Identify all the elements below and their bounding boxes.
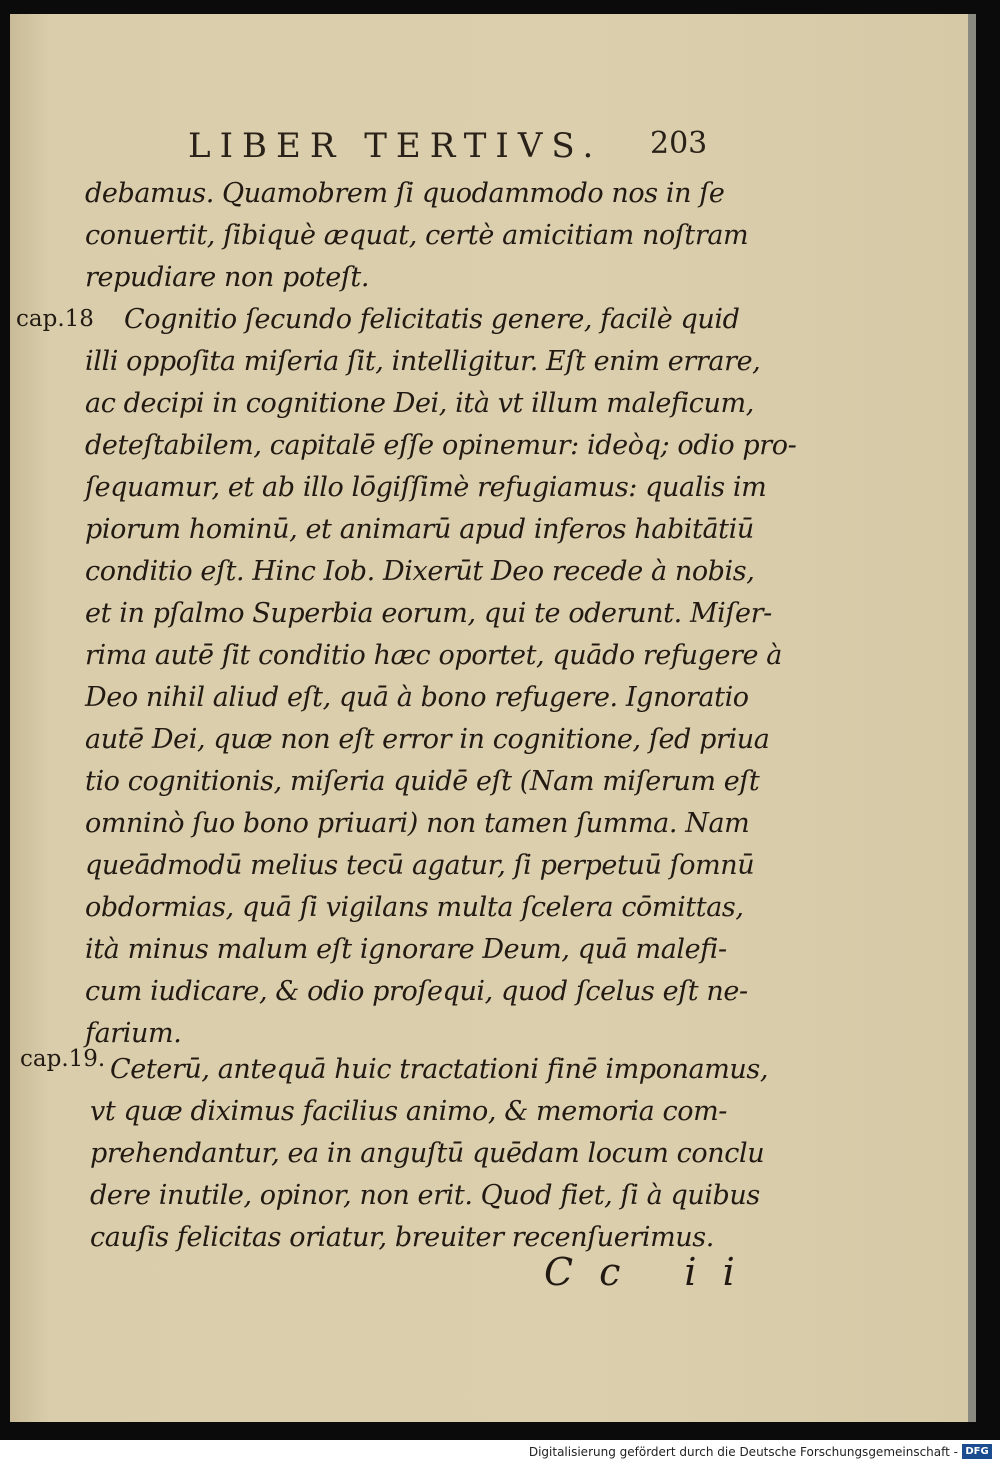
- text-line: cum iudicare, & odio proſequi, quod ſcelus eſt ne-: [85, 976, 748, 1007]
- page-number: 203: [650, 126, 708, 161]
- text-line: dere inutile, opinor, non erit. Quod fiet, ſi à quibus: [90, 1180, 760, 1211]
- text-line: ac decipi in cognitione Dei, ità vt illum maleficum,: [85, 388, 754, 419]
- text-line: ſequamur, et ab illo lōgiſſimè refugiamus: qualis im: [85, 472, 767, 503]
- text-line: obdormias, quā ſi vigilans multa ſcelera cōmittas,: [85, 892, 744, 923]
- dfg-logo: DFG: [962, 1444, 992, 1459]
- funding-credit: Digitalisierung gefördert durch die Deutsche Forschungsgemeinschaft -: [528, 1445, 958, 1459]
- text-line: farium.: [85, 1018, 182, 1049]
- text-line: queādmodū melius tecū agatur, ſi perpetuū ſomnū: [85, 850, 755, 881]
- text-line: autē Dei, quæ non eſt error in cognitione, ſed priua: [85, 724, 770, 755]
- text-line: ità minus malum eſt ignorare Deum, quā malefi-: [85, 934, 727, 965]
- text-line: Cognitio ſecundo felicitatis genere, facilè quid: [124, 304, 740, 335]
- text-line: et in pſalmo Superbia eorum, qui te oderunt. Miſer-: [85, 598, 772, 629]
- text-line: Ceterū, antequā huic tractationi finē imponamus,: [110, 1054, 769, 1085]
- text-line: cauſis felicitas oriatur, breuiter recenſuerimus.: [90, 1222, 714, 1253]
- text-line: illi oppoſita miſeria ſit, intelligitur. Eſt enim errare,: [85, 346, 761, 377]
- text-line: deteſtabilem, capitalē eſſe opinemur: ideòq; odio pro-: [85, 430, 797, 461]
- text-line: debamus. Quamobrem ſi quodammodo nos in ſe: [85, 178, 725, 209]
- margin-note-cap-18: cap.18: [16, 306, 94, 332]
- text-line: prehendantur, ea in anguſtū quēdam locum conclu: [90, 1138, 765, 1169]
- signature-mark: Cc ii: [544, 1250, 761, 1294]
- page-edge: [968, 14, 976, 1422]
- text-line: vt quæ diximus facilius animo, & memoria com-: [90, 1096, 728, 1127]
- text-line: omninò ſuo bono priuari) non tamen ſumma. Nam: [85, 808, 750, 839]
- text-line: piorum hominū, et animarū apud inferos habitātiū: [85, 514, 754, 545]
- text-line: tio cognitionis, miſeria quidē eſt (Nam miſerum eſt: [85, 766, 760, 797]
- running-head: LIBER TERTIVS.: [188, 126, 603, 166]
- text-line: rima autē ſit conditio hæc oportet, quādo refugere à: [85, 640, 782, 671]
- book-page: [10, 14, 968, 1422]
- text-line: conuertit, ſibiquè æquat, certè amicitiam noſtram: [85, 220, 749, 251]
- text-line: conditio eſt. Hinc Iob. Dixerūt Deo recede à nobis,: [85, 556, 755, 587]
- footer-bar: [0, 1440, 1000, 1465]
- text-line: Deo nihil aliud eſt, quā à bono refugere. Ignoratio: [85, 682, 749, 713]
- margin-note-cap-19: cap.19.: [20, 1046, 106, 1072]
- text-line: repudiare non poteſt.: [85, 262, 370, 293]
